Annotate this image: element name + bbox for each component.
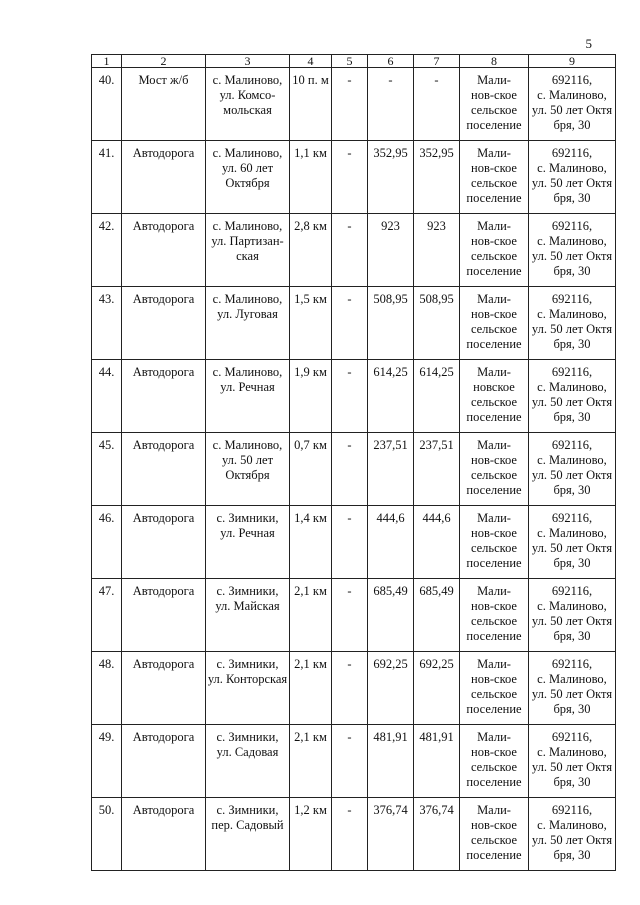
table-header-row <box>92 55 616 68</box>
column-6-cell: 376,74 <box>368 798 414 871</box>
header-cell: 9 <box>529 55 616 68</box>
row-number-cell: 47. <box>92 579 122 652</box>
location-cell: с. Зимники, ул. Конторская <box>206 652 290 725</box>
address-cell: 692116, с. Малиново, ул. 50 лет Октя бря, 30 <box>529 725 616 798</box>
owner-cell: Мали- новское сельское поселение <box>460 360 529 433</box>
column-7-cell: 481,91 <box>414 725 460 798</box>
column-7-cell: 352,95 <box>414 141 460 214</box>
column-6-cell: 692,25 <box>368 652 414 725</box>
owner-cell: Мали- нов-ское сельское поселение <box>460 68 529 141</box>
table-row <box>92 141 616 214</box>
object-type-cell: Автодорога <box>122 141 206 214</box>
address-cell: 692116, с. Малиново, ул. 50 лет Октя бря, 30 <box>529 214 616 287</box>
owner-cell: Мали- нов-ское сельское поселение <box>460 287 529 360</box>
table-body <box>92 55 616 871</box>
row-number-cell: 43. <box>92 287 122 360</box>
object-type-cell: Автодорога <box>122 287 206 360</box>
owner-cell: Мали- нов-ское сельское поселение <box>460 214 529 287</box>
column-7-cell: - <box>414 68 460 141</box>
location-cell: с. Малиново, ул. 60 лет Октября <box>206 141 290 214</box>
header-cell: 8 <box>460 55 529 68</box>
owner-cell: Мали- нов-ское сельское поселение <box>460 652 529 725</box>
length-cell: 2,1 км <box>290 652 332 725</box>
row-number-cell: 42. <box>92 214 122 287</box>
object-type-cell: Автодорога <box>122 433 206 506</box>
table-row <box>92 214 616 287</box>
column-5-cell: - <box>332 433 368 506</box>
column-5-cell: - <box>332 68 368 141</box>
table-row <box>92 360 616 433</box>
table-row <box>92 652 616 725</box>
object-type-cell: Автодорога <box>122 506 206 579</box>
owner-cell: Мали- нов-ское сельское поселение <box>460 798 529 871</box>
row-number-cell: 45. <box>92 433 122 506</box>
owner-cell: Мали- нов-ское сельское поселение <box>460 579 529 652</box>
column-6-cell: 614,25 <box>368 360 414 433</box>
row-number-cell: 48. <box>92 652 122 725</box>
column-5-cell: - <box>332 506 368 579</box>
column-6-cell: - <box>368 68 414 141</box>
column-7-cell: 685,49 <box>414 579 460 652</box>
row-number-cell: 41. <box>92 141 122 214</box>
column-6-cell: 923 <box>368 214 414 287</box>
object-type-cell: Автодорога <box>122 360 206 433</box>
table-row <box>92 725 616 798</box>
address-cell: 692116, с. Малиново, ул. 50 лет Октя бря, 30 <box>529 68 616 141</box>
row-number-cell: 49. <box>92 725 122 798</box>
column-7-cell: 237,51 <box>414 433 460 506</box>
header-cell: 5 <box>332 55 368 68</box>
length-cell: 2,8 км <box>290 214 332 287</box>
row-number-cell: 50. <box>92 798 122 871</box>
column-7-cell: 508,95 <box>414 287 460 360</box>
object-type-cell: Автодорога <box>122 214 206 287</box>
header-cell: 2 <box>122 55 206 68</box>
table-row <box>92 433 616 506</box>
location-cell: с. Зимники, ул. Садовая <box>206 725 290 798</box>
address-cell: 692116, с. Малиново, ул. 50 лет Октя бря, 30 <box>529 360 616 433</box>
object-type-cell: Мост ж/б <box>122 68 206 141</box>
column-7-cell: 614,25 <box>414 360 460 433</box>
column-7-cell: 923 <box>414 214 460 287</box>
column-6-cell: 508,95 <box>368 287 414 360</box>
address-cell: 692116, с. Малиново, ул. 50 лет Октя бря, 30 <box>529 798 616 871</box>
header-cell: 1 <box>92 55 122 68</box>
address-cell: 692116, с. Малиново, ул. 50 лет Октя бря, 30 <box>529 433 616 506</box>
location-cell: с. Зимники, ул. Речная <box>206 506 290 579</box>
column-5-cell: - <box>332 214 368 287</box>
row-number-cell: 40. <box>92 68 122 141</box>
location-cell: с. Зимники, пер. Садовый <box>206 798 290 871</box>
owner-cell: Мали- нов-ское сельское поселение <box>460 141 529 214</box>
object-type-cell: Автодорога <box>122 798 206 871</box>
property-registry-table <box>91 54 616 871</box>
table-row <box>92 506 616 579</box>
column-5-cell: - <box>332 579 368 652</box>
object-type-cell: Автодорога <box>122 579 206 652</box>
column-5-cell: - <box>332 360 368 433</box>
location-cell: с. Малиново, ул. Комсо- мольская <box>206 68 290 141</box>
column-7-cell: 692,25 <box>414 652 460 725</box>
length-cell: 1,4 км <box>290 506 332 579</box>
owner-cell: Мали- нов-ское сельское поселение <box>460 725 529 798</box>
header-cell: 4 <box>290 55 332 68</box>
length-cell: 1,5 км <box>290 287 332 360</box>
length-cell: 2,1 км <box>290 579 332 652</box>
column-5-cell: - <box>332 652 368 725</box>
location-cell: с. Малиново, ул. Луговая <box>206 287 290 360</box>
header-cell: 6 <box>368 55 414 68</box>
row-number-cell: 44. <box>92 360 122 433</box>
location-cell: с. Малиново, ул. Речная <box>206 360 290 433</box>
page-number: 5 <box>585 36 592 51</box>
column-5-cell: - <box>332 141 368 214</box>
owner-cell: Мали- нов-ское сельское поселение <box>460 506 529 579</box>
table-row <box>92 798 616 871</box>
column-6-cell: 481,91 <box>368 725 414 798</box>
address-cell: 692116, с. Малиново, ул. 50 лет Октя бря, 30 <box>529 579 616 652</box>
object-type-cell: Автодорога <box>122 725 206 798</box>
address-cell: 692116, с. Малиново, ул. 50 лет Октя бря, 30 <box>529 141 616 214</box>
column-5-cell: - <box>332 798 368 871</box>
length-cell: 2,1 км <box>290 725 332 798</box>
column-6-cell: 685,49 <box>368 579 414 652</box>
column-7-cell: 376,74 <box>414 798 460 871</box>
column-5-cell: - <box>332 725 368 798</box>
object-type-cell: Автодорога <box>122 652 206 725</box>
location-cell: с. Малиново, ул. 50 лет Октября <box>206 433 290 506</box>
column-5-cell: - <box>332 287 368 360</box>
length-cell: 1,1 км <box>290 141 332 214</box>
location-cell: с. Малиново, ул. Партизан- ская <box>206 214 290 287</box>
header-cell: 7 <box>414 55 460 68</box>
length-cell: 10 п. м <box>290 68 332 141</box>
table-row <box>92 68 616 141</box>
length-cell: 1,9 км <box>290 360 332 433</box>
column-7-cell: 444,6 <box>414 506 460 579</box>
length-cell: 0,7 км <box>290 433 332 506</box>
length-cell: 1,2 км <box>290 798 332 871</box>
location-cell: с. Зимники, ул. Майская <box>206 579 290 652</box>
row-number-cell: 46. <box>92 506 122 579</box>
table-row <box>92 579 616 652</box>
column-6-cell: 352,95 <box>368 141 414 214</box>
address-cell: 692116, с. Малиново, ул. 50 лет Октя бря, 30 <box>529 652 616 725</box>
address-cell: 692116, с. Малиново, ул. 50 лет Октя бря, 30 <box>529 506 616 579</box>
owner-cell: Мали- нов-ское сельское поселение <box>460 433 529 506</box>
table-row <box>92 287 616 360</box>
address-cell: 692116, с. Малиново, ул. 50 лет Октя бря, 30 <box>529 287 616 360</box>
header-cell: 3 <box>206 55 290 68</box>
column-6-cell: 444,6 <box>368 506 414 579</box>
column-6-cell: 237,51 <box>368 433 414 506</box>
